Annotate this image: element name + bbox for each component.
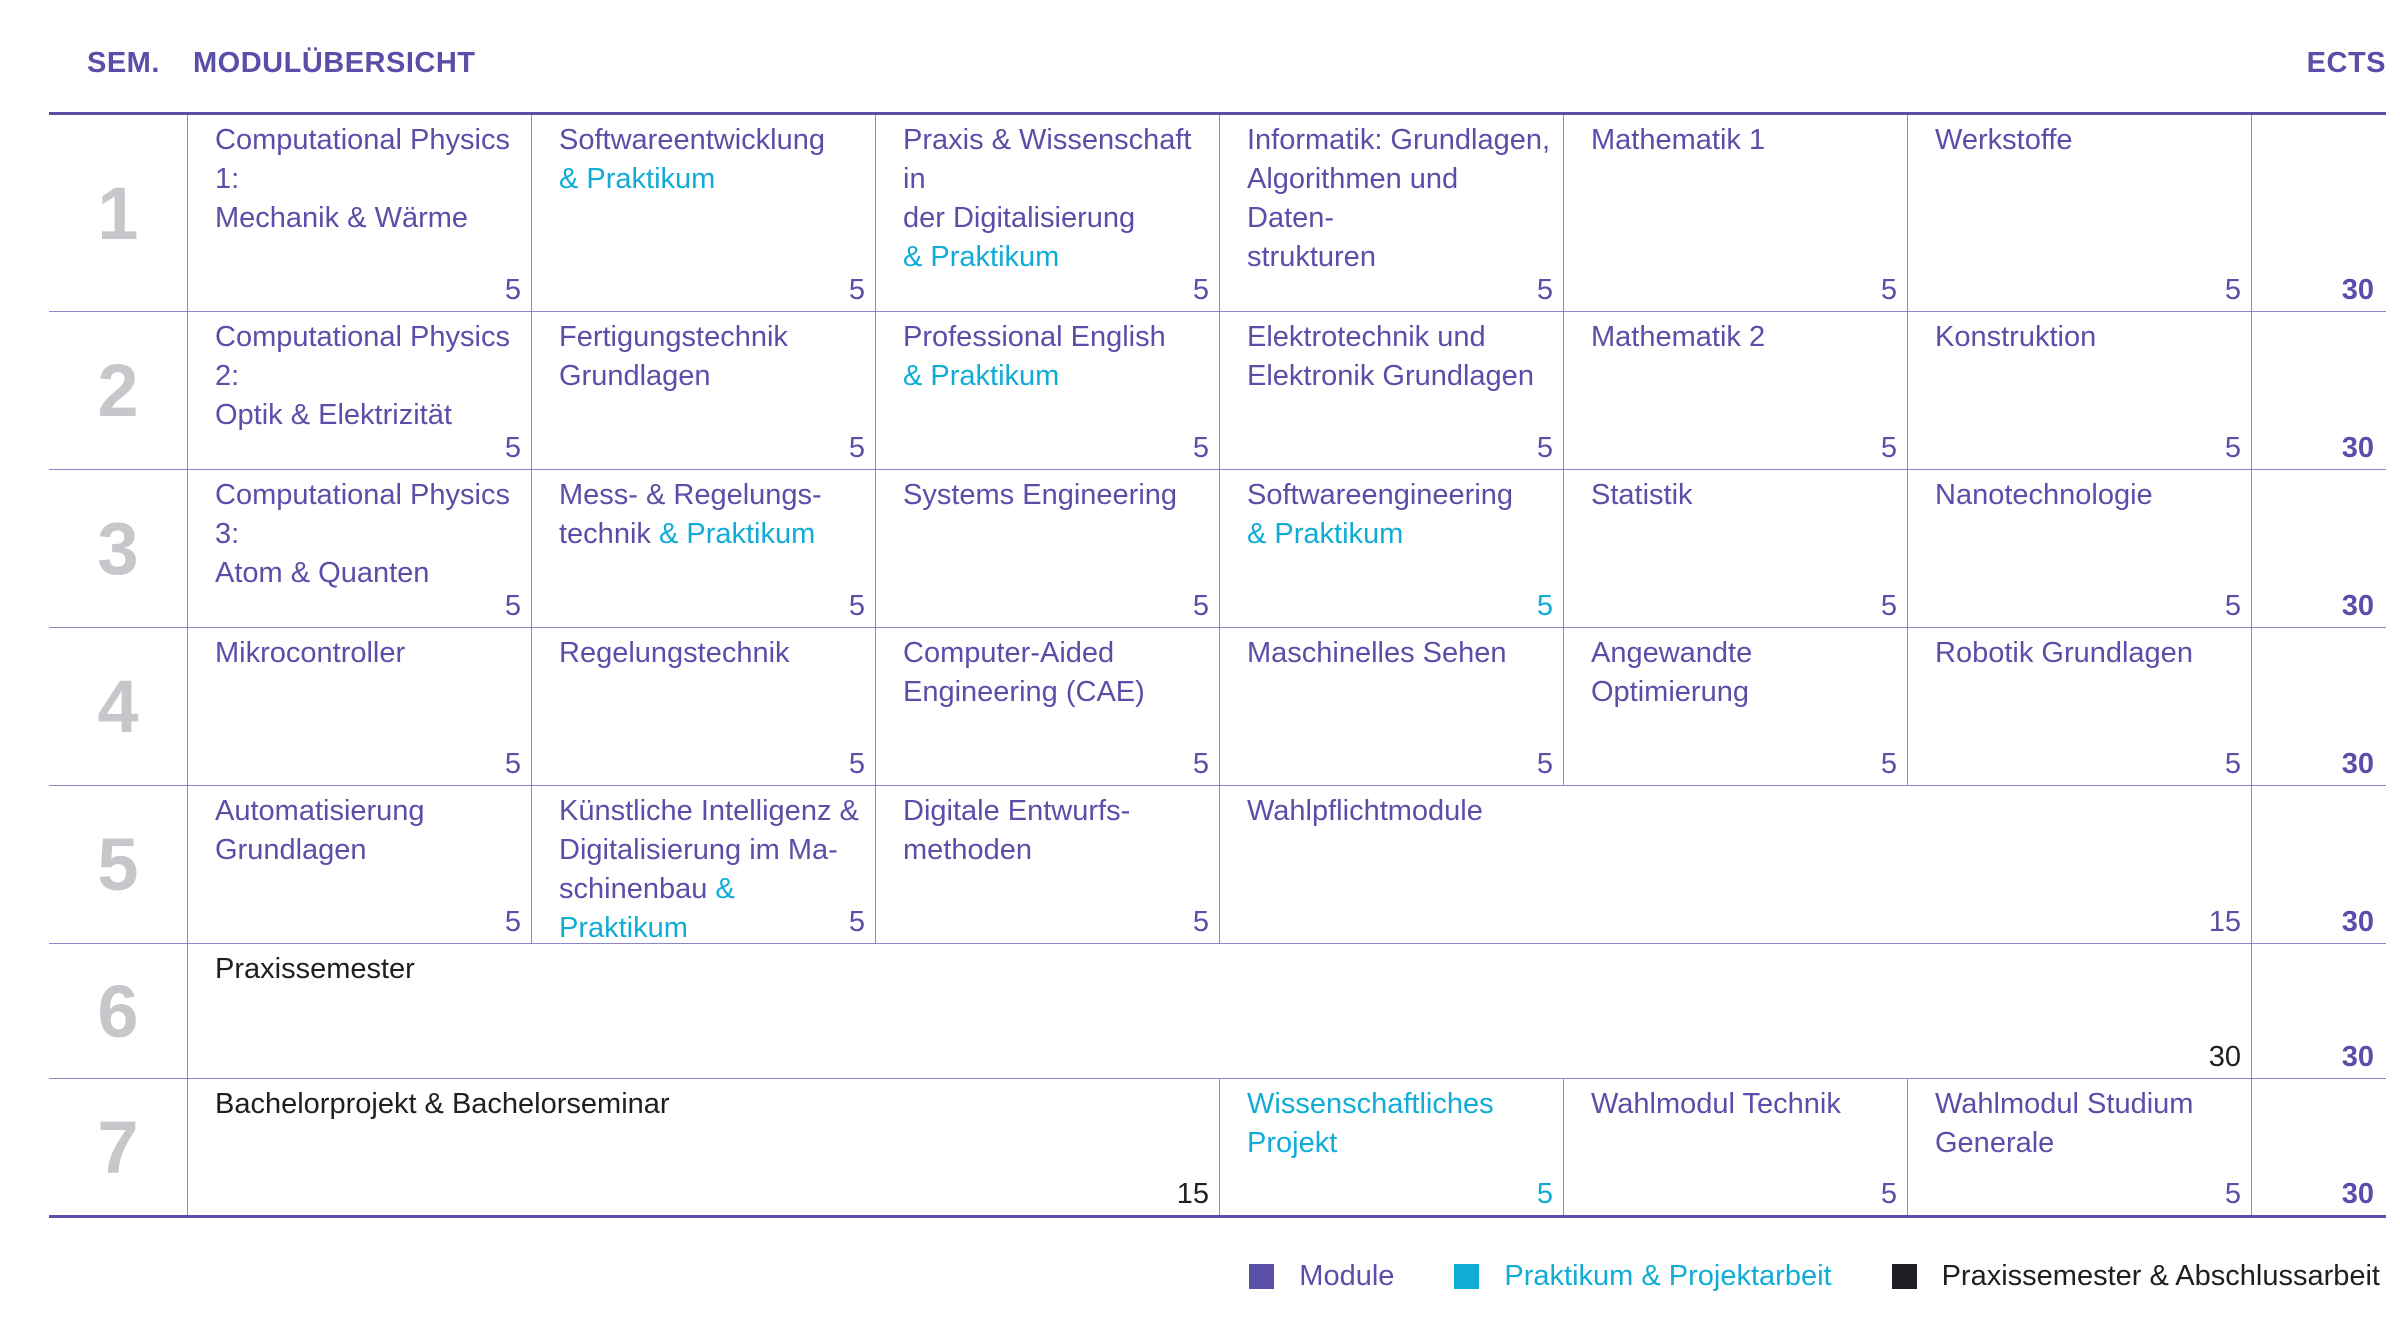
module-name: Regelungstechnik [559,637,790,669]
module-cell [187,1079,1219,1215]
module-ects: 5 [1880,590,1897,622]
legend-label-module: Module [1299,1260,1395,1292]
module-name: Digitale Entwurfs- methoden [903,795,1131,866]
module-name: Mess- & Regelungs- technik & Praktikum [559,479,822,550]
module-ects: 5 [1880,748,1897,780]
semester-total-ects: 30 [2251,786,2386,944]
semester-number: 3 [49,470,187,628]
legend-label-praxis: Praxissemester & Abschlussarbeit [1941,1260,2380,1292]
semester-total-ects: 30 [2251,312,2386,470]
module-name: Maschinelles Sehen [1247,637,1507,669]
module-name: Mathematik 2 [1591,321,1766,353]
module-name: Computational Physics 2: Optik & Elektrizität [215,321,510,431]
module-grid [49,112,2386,1218]
module-cell [1219,470,1563,628]
module-cell [187,115,531,312]
module-name: Mathematik 1 [1591,124,1766,156]
module-cell [1907,312,2251,470]
legend-swatch-praxis [1892,1264,1917,1289]
module-name: Robotik Grundlagen [1935,637,2193,669]
module-ects: 5 [2224,590,2241,622]
semester-column-header: SEM. [87,47,160,79]
module-name: Softwareentwicklung & Praktikum [559,124,825,195]
semester-number: 1 [49,115,187,312]
module-ects: 5 [1192,274,1209,306]
module-ects: 5 [1536,590,1553,622]
semester-number: 7 [97,1105,139,1189]
module-cell [531,312,875,470]
module-cell [1563,1079,1907,1215]
module-ects: 5 [504,748,521,780]
module-ects: 5 [504,432,521,464]
module-cell [531,115,875,312]
semester-total-ects: 30 [2251,470,2386,628]
semester-number: 6 [49,944,187,1079]
module-overview-header: MODULÜBERSICHT [193,47,476,79]
module-cell [187,944,2251,1079]
module-ects: 5 [1536,748,1553,780]
module-cell [1907,1079,2251,1215]
module-cell [875,312,1219,470]
module-cell [187,312,531,470]
legend-swatch-praktikum [1454,1264,1479,1289]
module-ects: 5 [1536,1178,1553,1210]
module-ects: 15 [2208,906,2241,938]
module-name: Nanotechnologie [1935,479,2153,511]
module-cell [1219,115,1563,312]
module-ects: 5 [848,274,865,306]
module-cell [531,470,875,628]
semester-number: 5 [49,786,187,944]
module-name: Softwareengineering & Praktikum [1247,479,1514,550]
module-ects: 5 [1880,432,1897,464]
module-cell [875,470,1219,628]
module-ects: 5 [2224,274,2241,306]
module-cell [531,786,875,944]
module-cell [875,628,1219,786]
module-ects: 5 [504,274,521,306]
module-ects: 5 [504,906,521,938]
module-ects: 5 [848,906,865,938]
module-ects: 5 [504,590,521,622]
module-cell [187,628,531,786]
module-name: Angewandte Optimierung [1591,637,1753,708]
module-ects: 5 [1536,274,1553,306]
module-ects: 5 [1536,432,1553,464]
module-name: Wahlmodul Studium Generale [1935,1088,2194,1159]
module-name: Praxissemester [215,953,415,985]
semester-total-ects: 30 [2251,628,2386,786]
module-name: Wahlpflichtmodule [1247,795,1483,827]
semester-total-ects: 30 [2251,944,2386,1079]
module-cell [1907,628,2251,786]
legend-item-module [1249,1260,1394,1293]
module-name: Wahlmodul Technik [1591,1088,1841,1120]
module-ects: 15 [1176,1178,1209,1210]
module-name: Informatik: Grundlagen, Algorithmen und Daten- strukturen [1247,124,1551,273]
legend-item-praxis [1892,1260,2380,1293]
module-cell [1563,115,1907,312]
module-ects: 5 [1192,590,1209,622]
module-name: Elektrotechnik und Elektronik Grundlagen [1247,321,1534,392]
module-cell [875,786,1219,944]
legend [1189,1260,2380,1293]
module-ects: 5 [1192,906,1209,938]
module-name: Konstruktion [1935,321,2097,353]
module-ects: 5 [1880,274,1897,306]
semester-total-ects: 30 [2251,1079,2386,1215]
module-ects: 5 [2224,432,2241,464]
module-cell [1907,115,2251,312]
module-cell [1219,786,2251,944]
module-ects: 5 [1192,432,1209,464]
module-cell [187,470,531,628]
semester-number: 4 [49,628,187,786]
module-name: Fertigungstechnik Grundlagen [559,321,788,392]
module-name: Automatisierung Grundlagen [215,795,425,866]
module-ects: 5 [848,748,865,780]
module-name: Bachelorprojekt & Bachelorseminar [215,1088,670,1120]
module-name: Computer-Aided Engineering (CAE) [903,637,1145,708]
module-cell [1219,628,1563,786]
legend-item-praktikum [1454,1260,1831,1293]
module-name: Wissenschaftliches Projekt [1247,1088,1494,1159]
module-cell [531,628,875,786]
module-cell [875,115,1219,312]
semester-total-ects: 30 [2251,115,2386,312]
module-ects: 5 [2224,748,2241,780]
module-ects: 5 [848,432,865,464]
module-cell [1563,628,1907,786]
module-cell [187,786,531,944]
module-name: Praxis & Wissenschaft in der Digitalisierung & Praktikum [903,124,1192,273]
module-cell [1907,470,2251,628]
module-ects: 5 [1880,1178,1897,1210]
module-ects: 5 [1192,748,1209,780]
module-name: Professional English & Praktikum [903,321,1166,392]
semester-number: 2 [49,312,187,470]
ects-column-header: ECTS [2306,47,2386,79]
module-name: Computational Physics 1: Mechanik & Wärme [215,124,510,234]
module-cell [1219,312,1563,470]
module-name: Künstliche Intelligenz & Digitalisierung im Ma- schinenbau & Praktikum [559,795,859,944]
legend-label-praktikum: Praktikum & Projektarbeit [1504,1260,1832,1292]
module-cell [1563,470,1907,628]
module-cell [1219,1079,1563,1215]
module-name: Werkstoffe [1935,124,2073,156]
module-ects: 5 [2224,1178,2241,1210]
module-ects: 30 [2208,1041,2241,1073]
legend-swatch-module [1249,1264,1274,1289]
module-cell [1563,312,1907,470]
module-name: Mikrocontroller [215,637,406,669]
module-name: Computational Physics 3: Atom & Quanten [215,479,510,589]
module-name: Systems Engineering [903,479,1178,511]
module-ects: 5 [848,590,865,622]
module-name: Statistik [1591,479,1693,511]
